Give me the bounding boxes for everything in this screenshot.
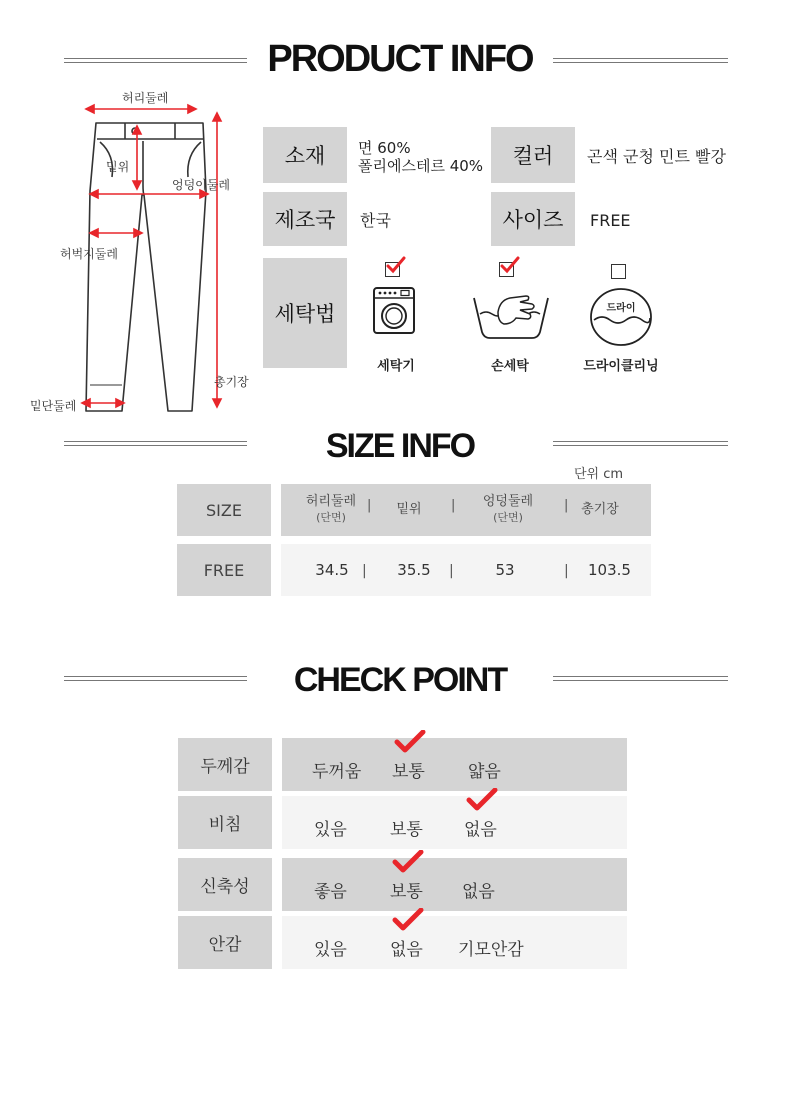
wash-method-machine xyxy=(358,258,438,378)
size-cell: 53 xyxy=(495,561,515,579)
size-col-header xyxy=(575,498,625,517)
size-cell: 35.5 xyxy=(397,561,431,579)
header-rule-right xyxy=(553,676,728,681)
col-divider: | xyxy=(564,563,569,579)
pants-diagram xyxy=(20,85,260,420)
col-divider: | xyxy=(564,498,569,513)
diagram-label-length: 총기장 xyxy=(214,375,249,389)
wash-method-label: 세탁기 xyxy=(377,359,415,374)
size-table xyxy=(177,484,651,596)
check-point-label: 안감 xyxy=(178,916,272,969)
size-value: FREE xyxy=(590,211,631,230)
size-info-title: SIZE INFO xyxy=(325,427,475,465)
check-point-option[interactable]: 두꺼움 xyxy=(312,762,362,782)
color-value: 곤색 군청 민트 빨강 xyxy=(587,147,726,166)
check-point-title: CHECK POINT xyxy=(293,661,507,699)
check-point-option[interactable]: 있음 xyxy=(314,940,347,960)
size-row-label: FREE xyxy=(177,544,271,596)
header-rule-right xyxy=(553,441,728,446)
check-point-option[interactable]: 보통 xyxy=(392,762,425,782)
wash-label-box: 세탁법 xyxy=(263,258,347,368)
washing-machine-icon xyxy=(372,286,416,336)
check-point-option[interactable]: 얇음 xyxy=(468,762,501,782)
diagram-label-hem: 밑단둘레 xyxy=(30,399,77,413)
size-col-name: 엉덩둘레 xyxy=(482,494,534,509)
checkmark-icon xyxy=(392,850,424,874)
size-col-sub: (단면) xyxy=(316,511,346,524)
check-point-label: 비침 xyxy=(178,796,272,849)
check-point-option[interactable]: 없음 xyxy=(464,820,497,840)
origin-value: 한국 xyxy=(360,211,391,230)
size-cell: 103.5 xyxy=(588,561,631,579)
col-divider: | xyxy=(367,498,372,513)
wash-method-label: 손세탁 xyxy=(491,359,529,374)
diagram-label-hip: 엉덩이둘레 xyxy=(172,178,230,192)
size-unit: 단위 cm xyxy=(574,467,624,482)
product-info-title: PRODUCT INFO xyxy=(267,38,533,80)
pants-outline-icon xyxy=(20,85,260,420)
checkmark-icon xyxy=(392,908,424,932)
size-header-label: SIZE xyxy=(177,484,271,536)
material-line-2: 폴리에스테르 40% xyxy=(358,157,484,175)
size-col-header xyxy=(473,490,543,525)
diagram-label-waist: 허리둘레 xyxy=(122,91,169,105)
size-cell: 34.5 xyxy=(315,561,349,579)
checkmark-icon xyxy=(385,256,407,276)
diagram-label-rise: 밑위 xyxy=(106,160,130,174)
check-point-option[interactable]: 없음 xyxy=(390,940,423,960)
size-col-header xyxy=(389,498,429,517)
size-label-box: 사이즈 xyxy=(491,192,575,246)
size-col-name: 밑위 xyxy=(396,502,422,517)
origin-label-box: 제조국 xyxy=(263,192,347,246)
check-point-option[interactable]: 없음 xyxy=(462,882,495,902)
check-point-option[interactable]: 있음 xyxy=(314,820,347,840)
color-label-box: 컬러 xyxy=(491,127,575,183)
col-divider: | xyxy=(451,498,456,513)
size-col-name: 총기장 xyxy=(581,502,619,517)
dry-clean-icon-text: 드라이 xyxy=(606,303,636,314)
checkmark-icon xyxy=(499,256,521,276)
check-point-label: 두께감 xyxy=(178,738,272,791)
check-point-option[interactable]: 좋음 xyxy=(314,882,347,902)
size-col-sub: (단면) xyxy=(493,511,523,524)
check-point-option[interactable]: 기모안감 xyxy=(458,940,524,960)
material-label-box: 소재 xyxy=(263,127,347,183)
size-col-name: 허리둘레 xyxy=(305,494,357,509)
check-point-option[interactable]: 보통 xyxy=(390,820,423,840)
diagram-label-thigh: 허벅지둘레 xyxy=(60,247,118,261)
check-point-option[interactable]: 보통 xyxy=(390,882,423,902)
material-line-1: 면 60% xyxy=(358,139,411,157)
check-point-label: 신축성 xyxy=(178,858,272,911)
checkmark-icon xyxy=(394,730,426,754)
wash-method-label: 드라이클리닝 xyxy=(583,359,659,374)
wash-method-hand xyxy=(466,258,556,378)
dry-clean-icon xyxy=(586,286,656,348)
wash-method-dry xyxy=(576,258,666,378)
checkbox-dry[interactable] xyxy=(611,264,626,279)
hand-wash-icon xyxy=(470,292,552,342)
checkmark-icon xyxy=(466,788,498,812)
size-col-header xyxy=(291,490,371,525)
col-divider: | xyxy=(449,563,454,579)
header-rule-right xyxy=(553,58,728,63)
col-divider: | xyxy=(362,563,367,579)
